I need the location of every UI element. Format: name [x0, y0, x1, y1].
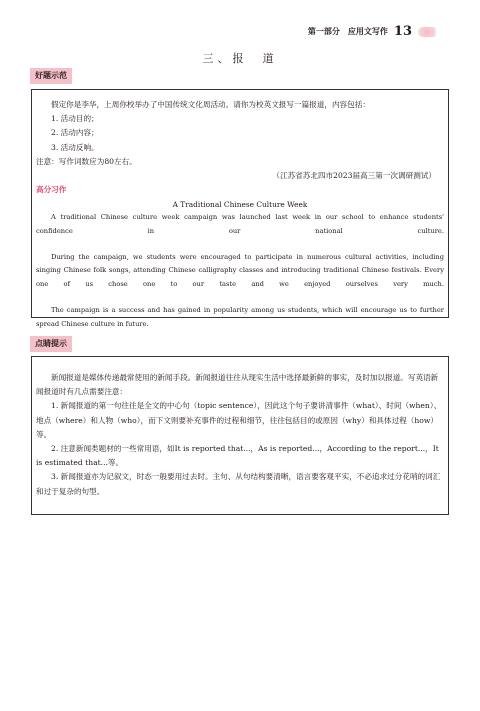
page-number: 13	[393, 24, 412, 39]
prompt-item: 1. 活动目的；	[51, 114, 99, 124]
tips-tag: 点睛提示	[30, 336, 72, 352]
essay-paragraph: The campaign is a success and has gained in popularity among us students, which will encourage us to further spread Chinese culture in future.	[36, 306, 444, 328]
prompt-note: 注意：写作词数应为80左右。	[36, 156, 137, 166]
page-header	[308, 24, 440, 39]
section-label: 第一部分 应用文写作	[307, 27, 388, 36]
tip-paragraph: 3. 新闻报道亦为记叙文，时态一般要用过去时。主句、从句结构要清晰，语言要客观平实，不必追求过分花哨的词汇和过于复杂的句型。	[36, 472, 441, 496]
essay-paragraph: A traditional Chinese culture week campaign was launched last week in our school to enhance students' confidence in our national culture.	[36, 213, 444, 235]
sample-tag: 好题示范	[30, 68, 72, 84]
prompt-item: 3. 活动反响。	[51, 142, 99, 152]
essay-paragraph: During the campaign, we students were encouraged to participate in numerous cultural activities, including singing Chinese folk songs, attending Chinese calligraphy classes and introducing traditional Chinese festivals. Every one of us chose one to our taste and we enjoyed ourselves very much.	[36, 253, 444, 288]
tip-paragraph: 1. 新闻报道的第一句往往是全文的中心句（topic sentence），因此这个句子要讲清事件（what）、时间（when）、地点（where）和人物（who），而下文则要补充事件的过程和细节，往往包括目的或原因（why）和具体过程（how）等。	[36, 401, 442, 439]
prompt-intro: 假定你是李华，上周你校举办了中国传统文化周活动。请你为校英文报写一篇报道，内容包括：	[51, 100, 370, 109]
prompt-item: 2. 活动内容；	[51, 128, 99, 138]
essay-label: 高分习作	[36, 185, 67, 195]
tip-paragraph: 新闻报道是媒体传递最常使用的新闻手段。新闻报道往往从现实生活中选择最新鲜的事实，及时加以报道。写英语新闻报道时有几点需要注意：	[36, 373, 439, 397]
essay-title: A Traditional Chinese Culture Week	[172, 200, 308, 210]
sample-box	[31, 89, 449, 328]
section-title: 三、报 道	[202, 52, 278, 65]
tip-paragraph: 2. 注意新闻类题材的一些常用语，如It is reported that...，As is reported...，According to the report...，It is estimated that...等。	[36, 444, 439, 468]
prompt-source: （江苏省苏北四市2023届高三第一次调研测试）	[272, 171, 436, 181]
flower-decoration-icon	[418, 27, 440, 37]
tips-box	[31, 356, 449, 515]
